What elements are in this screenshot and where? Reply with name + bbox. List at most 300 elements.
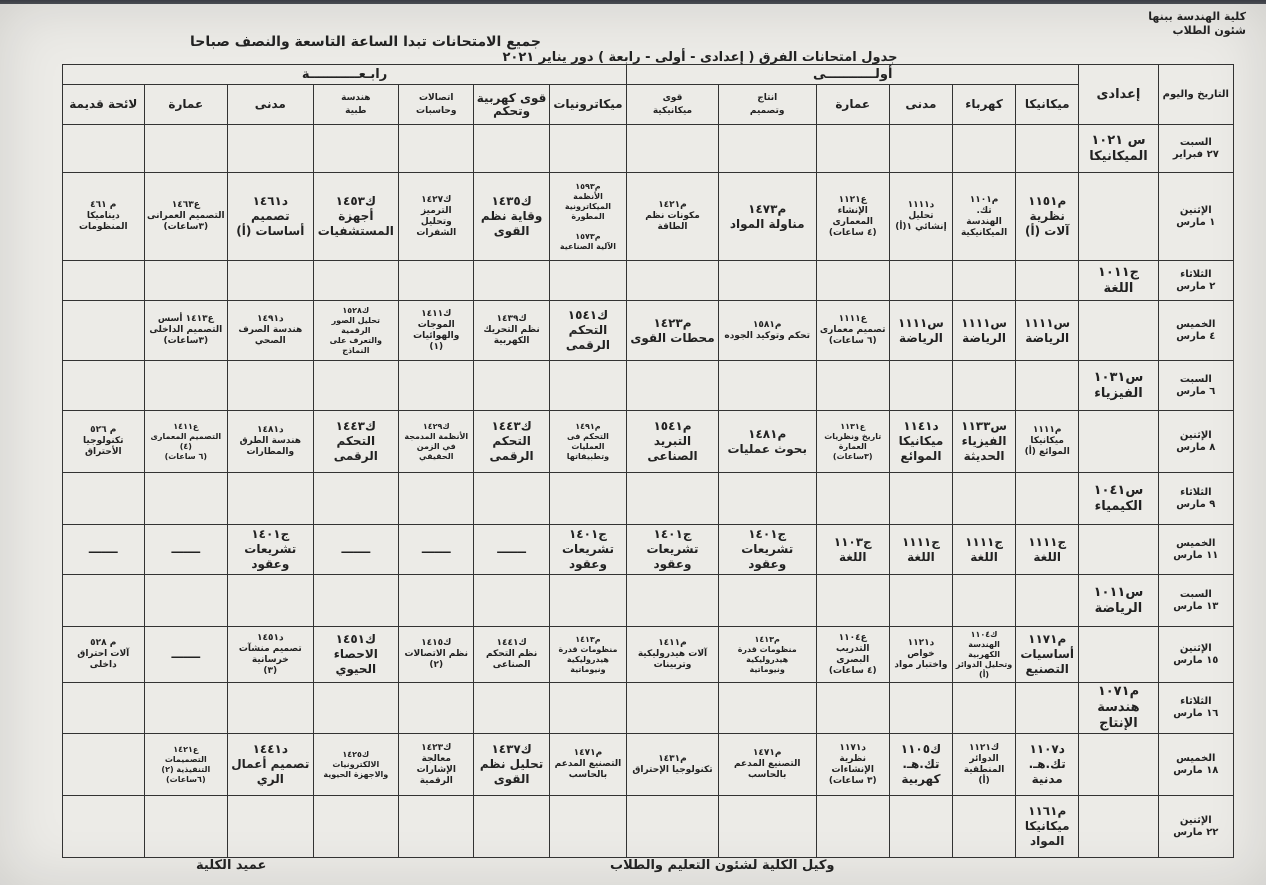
exam-cell xyxy=(816,525,889,575)
exam-cell xyxy=(144,173,227,261)
exam-cell xyxy=(474,796,549,858)
date-label: الإثنين ٨ مارس xyxy=(1176,429,1216,453)
date-cell xyxy=(1158,125,1233,173)
exam-cell xyxy=(399,125,474,173)
exam-label: م ٤٦١ ديناميكا المنظومات xyxy=(78,200,128,232)
exam-cell xyxy=(816,361,889,411)
exam-label: ج١١١١ اللغة xyxy=(1028,534,1067,564)
exam-label: ج١٤٠١ تشريعات وعقود xyxy=(561,527,614,571)
dean-signature-label: عميد الكلية xyxy=(196,858,267,873)
exam-label: س١١١١ الرياضة xyxy=(961,315,1007,345)
exam-cell xyxy=(953,261,1016,301)
exam-label: ك١٥٢٨ تحليل الصور الرقمية والتعرف على النماذج xyxy=(329,305,383,355)
exam-label: ك١١٠٥ تك.هـ. كهربية xyxy=(900,742,942,786)
exam-cell xyxy=(889,575,952,627)
table-row xyxy=(63,261,1234,301)
exam-cell xyxy=(627,261,719,301)
exam-label: ج١١٠٣ اللغة xyxy=(833,534,872,564)
exam-cell xyxy=(313,683,399,734)
exam-cell xyxy=(399,683,474,734)
exam-cell xyxy=(627,575,719,627)
exam-cell xyxy=(474,525,549,575)
exam-cell xyxy=(228,683,314,734)
exam-cell xyxy=(1016,575,1079,627)
exam-cell xyxy=(549,734,626,796)
exam-cell xyxy=(1016,411,1079,473)
exam-cell xyxy=(474,473,549,525)
exam-cell xyxy=(228,575,314,627)
date-cell xyxy=(1158,361,1233,411)
schedule-title: جدول امتحانات الفرق ( إعدادى - أولى - رابعة ) دور يناير ٢٠٢١ xyxy=(502,50,898,65)
exam-cell xyxy=(228,796,314,858)
exam-cell xyxy=(718,627,816,683)
exam-cell xyxy=(889,261,952,301)
exam-label: م١٥٤١ التبريد الصناعى xyxy=(647,419,698,463)
exam-cell xyxy=(953,796,1016,858)
dept-header-label: مدنى xyxy=(254,97,286,111)
exam-cell xyxy=(889,361,952,411)
vice-dean-signature-label: وكيل الكلية لشئون التعليم والطلاب xyxy=(610,858,835,873)
exam-cell xyxy=(144,301,227,361)
exam-cell xyxy=(718,683,816,734)
dept-header-label: هندسة طبية xyxy=(341,92,371,116)
dept-header xyxy=(399,85,474,125)
exam-label: م١٤٩١ التحكم فى العمليات وتطبيقاتها xyxy=(566,421,610,461)
exam-cell xyxy=(144,796,227,858)
exam-cell xyxy=(627,411,719,473)
exam-label: د١٤٦١ تصميم أساسات (أ) xyxy=(236,194,305,238)
exam-cell xyxy=(1016,627,1079,683)
exam-label: ع١١١١ تصميم معمارى (٦ ساعات) xyxy=(819,314,886,346)
exam-cell xyxy=(313,411,399,473)
exam-cell xyxy=(63,796,145,858)
prep-exam-cell xyxy=(1079,173,1158,261)
date-label: الإثنين ١ مارس xyxy=(1176,204,1216,228)
exam-cell xyxy=(63,627,145,683)
exam-cell xyxy=(627,683,719,734)
exam-cell xyxy=(228,411,314,473)
exam-label: م١٤٧٣ مناولة المواد xyxy=(729,201,805,231)
exam-cell xyxy=(1016,683,1079,734)
exam-cell xyxy=(816,796,889,858)
exam-cell xyxy=(228,173,314,261)
exam-label: ك١٤٤١ نظم التحكم الصناعى xyxy=(485,638,538,670)
exam-label: ك١١٠٤ الهندسة الكهربية وتحليل الدوائر (أ) xyxy=(955,629,1013,679)
exam-cell xyxy=(144,411,227,473)
exam-label: ـــــــ xyxy=(88,542,118,556)
exam-cell xyxy=(313,796,399,858)
exam-label: د١١٠٧ تك.هـ. مدنية xyxy=(1028,742,1066,786)
dept-header-label: اتصالات وحاسبات xyxy=(416,92,457,116)
exam-cell xyxy=(816,575,889,627)
exam-label: ع١١٢١ الإنشاء المعمارى (٤ ساعات) xyxy=(828,194,877,238)
dept-header xyxy=(474,85,549,125)
college-name: كلية الهندسة ببنها xyxy=(1148,10,1246,23)
dept-header-label: قوى ميكانيكية xyxy=(652,92,693,116)
exam-cell xyxy=(816,173,889,261)
exam-cell xyxy=(63,301,145,361)
exam-label: م١١٦١ ميكانيكا المواد xyxy=(1024,804,1070,848)
exam-cell xyxy=(313,525,399,575)
exam-cell xyxy=(474,575,549,627)
exam-cell xyxy=(889,173,952,261)
prep-exam-label: ج١٠١١ اللغة xyxy=(1097,264,1140,296)
exam-cell xyxy=(313,301,399,361)
exam-label: ـــــــ xyxy=(421,542,451,556)
exam-cell xyxy=(228,734,314,796)
dept-header-label: عمارة xyxy=(168,97,204,111)
exam-cell xyxy=(474,173,549,261)
dept-header-label: لائحة قديمة xyxy=(69,97,138,111)
exam-label: م١٤٧١ التصنيع المدعم بالحاسب xyxy=(733,748,801,780)
prep-exam-label: س١٠٤١ الكيمياء xyxy=(1093,482,1144,514)
table-row xyxy=(63,575,1234,627)
dept-header xyxy=(63,85,145,125)
dept-header-label: عمارة xyxy=(835,97,871,111)
exam-cell xyxy=(816,683,889,734)
date-label: السبت ٢٧ فبراير xyxy=(1172,136,1219,160)
exam-label: د١٤٨١ هندسة الطرق والمطارات xyxy=(239,425,302,457)
exam-cell xyxy=(549,473,626,525)
exam-cell xyxy=(144,627,227,683)
prep-exam-cell xyxy=(1079,125,1158,173)
exam-cell xyxy=(228,125,314,173)
exam-label: م١٤٢١ مكونات نظم الطاقة xyxy=(645,200,700,232)
exam-cell xyxy=(63,683,145,734)
table-row xyxy=(63,796,1234,858)
exam-cell xyxy=(718,173,816,261)
exam-cell xyxy=(63,411,145,473)
dept-header-label: مدنى xyxy=(905,97,937,111)
table-row xyxy=(63,361,1234,411)
date-cell xyxy=(1158,683,1233,734)
exam-cell xyxy=(1016,125,1079,173)
exam-label: ع١٤٢١ التصميمات التنفيذية (٢) (٦ساعات) xyxy=(161,744,211,784)
date-label: السبت ١٣ مارس xyxy=(1173,588,1219,612)
dept-header xyxy=(953,85,1016,125)
exam-cell xyxy=(549,627,626,683)
exam-cell xyxy=(627,125,719,173)
exam-cell xyxy=(63,125,145,173)
dept-header-label: ميكانيكا xyxy=(1024,97,1070,111)
exam-label: ك١٤١٥ نظم الاتصالات (٢) xyxy=(404,638,468,670)
exam-label: د١٤٩١ هندسة الصرف الصحي xyxy=(238,314,303,346)
exam-cell xyxy=(549,411,626,473)
exam-cell xyxy=(399,361,474,411)
exam-cell xyxy=(63,261,145,301)
exam-label: ك١٤٢٣ معالجة الإشارات الرقمية xyxy=(416,742,456,786)
exam-label: ك١٤٢٧ الترميز وتحليل الشفرات xyxy=(416,194,457,238)
exam-cell xyxy=(718,361,816,411)
date-cell xyxy=(1158,301,1233,361)
exam-cell xyxy=(889,796,952,858)
dept-header xyxy=(816,85,889,125)
exam-label: ـــــــ xyxy=(341,542,371,556)
exam-cell xyxy=(889,683,952,734)
exam-cell xyxy=(816,627,889,683)
dept-header-label: انتاج وتصميم xyxy=(749,92,785,116)
exam-label: م ٥٢٦ تكنولوجيا الأحتراق xyxy=(83,425,124,457)
date-cell xyxy=(1158,411,1233,473)
exam-cell xyxy=(144,473,227,525)
exam-cell xyxy=(953,525,1016,575)
exam-cell xyxy=(816,734,889,796)
exam-cell xyxy=(549,125,626,173)
date-label: الثلاثاء ١٦ مارس xyxy=(1173,696,1219,719)
exam-cell xyxy=(953,173,1016,261)
exam-label: ك١٤٢٩ الأنظمة المدمجة في الزمن الحقيقي xyxy=(404,421,469,461)
exam-cell xyxy=(627,796,719,858)
prep-exam-label: م١٠٧١ هندسة الإنتاج xyxy=(1097,684,1140,731)
exam-cell xyxy=(549,796,626,858)
table-dept-header-row xyxy=(63,85,1234,125)
exam-label: ك١٥٤١ التحكم الرقمى xyxy=(565,308,611,352)
dept-header xyxy=(889,85,952,125)
exam-cell xyxy=(399,411,474,473)
exam-cell xyxy=(144,125,227,173)
exam-cell xyxy=(889,627,952,683)
table-row xyxy=(63,173,1234,261)
exam-cell xyxy=(718,473,816,525)
exam-cell xyxy=(549,261,626,301)
dept-header xyxy=(718,85,816,125)
date-cell xyxy=(1158,473,1233,525)
exam-label: م ٥٢٨ آلات احتراق داخلى xyxy=(77,638,130,670)
exam-cell xyxy=(313,125,399,173)
dept-header-label: قوى كهربية وتحكم xyxy=(476,90,547,118)
prep-exam-cell xyxy=(1079,361,1158,411)
exam-label: م١٤٣١ تكنولوجيا الإحتراق xyxy=(632,753,713,775)
prep-exam-label: س ١٠٢١ الميكانيكا xyxy=(1089,132,1148,164)
exam-cell xyxy=(953,301,1016,361)
date-label: الخميس ١٨ مارس xyxy=(1173,752,1219,776)
exam-label: ك١٤٣٥ وقاية نظم القوى xyxy=(480,194,543,238)
exam-cell xyxy=(228,627,314,683)
exam-cell xyxy=(474,411,549,473)
exam-cell xyxy=(399,627,474,683)
exam-cell xyxy=(399,575,474,627)
date-label: الإثنين ١٥ مارس xyxy=(1173,642,1219,666)
exam-cell xyxy=(953,473,1016,525)
exam-cell xyxy=(953,361,1016,411)
table-row xyxy=(63,627,1234,683)
date-cell xyxy=(1158,575,1233,627)
exam-cell xyxy=(718,796,816,858)
group-first-header: أولـــــــــــى xyxy=(627,65,1079,85)
exam-cell xyxy=(718,301,816,361)
date-label: الخميس ١١ مارس xyxy=(1173,537,1219,561)
prep-exam-label: س١٠٣١ الفيزياء xyxy=(1093,369,1144,401)
exam-label: م١٤١٣ منظومات قدرة هيدروليكية ونيوماتية xyxy=(558,634,618,674)
prep-header: إعدادى xyxy=(1079,65,1158,125)
exam-label: ج١٤٠١ تشريعات وعقود xyxy=(244,527,297,571)
exam-cell xyxy=(313,734,399,796)
exam-cell xyxy=(549,173,626,261)
exam-cell xyxy=(399,261,474,301)
table-row xyxy=(63,734,1234,796)
exam-label: م١٥٨١ تحكم وتوكيد الجوده xyxy=(724,319,811,341)
prep-exam-label: س١٠١١ الرياضة xyxy=(1093,584,1144,616)
exam-cell xyxy=(63,575,145,627)
date-cell xyxy=(1158,261,1233,301)
exam-label: ع١٤١١ التصميم المعمارى (٤) (٦ ساعات) xyxy=(150,421,222,461)
exam-cell xyxy=(627,301,719,361)
exam-cell xyxy=(953,125,1016,173)
exam-cell xyxy=(953,734,1016,796)
exam-cell xyxy=(63,734,145,796)
table-row xyxy=(63,473,1234,525)
date-cell xyxy=(1158,627,1233,683)
exam-label: د١١٢١ خواص واختبار مواد xyxy=(894,638,948,670)
date-label: الثلاثاء ٢ مارس xyxy=(1176,268,1216,292)
dept-header xyxy=(1016,85,1079,125)
prep-exam-cell xyxy=(1079,525,1158,575)
exam-cell xyxy=(816,473,889,525)
exam-cell xyxy=(399,796,474,858)
exam-cell xyxy=(1016,261,1079,301)
table-group-header-row xyxy=(63,65,1234,85)
exam-cell xyxy=(228,261,314,301)
prep-exam-cell xyxy=(1079,301,1158,361)
exam-cell xyxy=(627,525,719,575)
exam-label: م١٥٩٣ الأنظمة الميكاترونية المطورة م١٥٧٣ الآلية الصناعية xyxy=(559,181,616,251)
exam-cell xyxy=(953,627,1016,683)
exam-cell xyxy=(228,473,314,525)
exam-cell xyxy=(399,173,474,261)
exam-label: ك١٤٤٣ التحكم الرقمى xyxy=(333,419,378,463)
exam-cell xyxy=(63,361,145,411)
exam-cell xyxy=(1016,301,1079,361)
exam-cell xyxy=(627,361,719,411)
exam-cell xyxy=(1016,361,1079,411)
department-name: شئون الطلاب xyxy=(1172,24,1246,37)
exam-cell xyxy=(313,361,399,411)
exam-cell xyxy=(718,734,816,796)
prep-exam-cell xyxy=(1079,683,1158,734)
exam-label: ك١٤٣٧ تحليل نظم القوى xyxy=(479,742,544,786)
exam-label: ج١١١١ اللغة xyxy=(965,534,1004,564)
dept-header xyxy=(549,85,626,125)
exam-label: ك١٤٢٥ الالكترونيات والاجهزة الحيوية xyxy=(323,749,389,779)
exam-cell xyxy=(313,473,399,525)
dept-header xyxy=(228,85,314,125)
date-label: الثلاثاء ٩ مارس xyxy=(1176,486,1216,510)
exam-cell xyxy=(228,525,314,575)
prep-exam-cell xyxy=(1079,796,1158,858)
college-header xyxy=(1148,10,1246,38)
exam-cell xyxy=(144,734,227,796)
prep-exam-cell xyxy=(1079,261,1158,301)
exam-cell xyxy=(889,525,952,575)
exam-cell xyxy=(144,261,227,301)
exam-label: ك١٤٥٣ أجهزة المستشفيات xyxy=(317,194,394,238)
prep-exam-cell xyxy=(1079,734,1158,796)
exam-cell xyxy=(144,683,227,734)
exam-cell xyxy=(816,411,889,473)
exam-cell xyxy=(474,627,549,683)
exam-cell xyxy=(474,261,549,301)
exam-label: ع١١٠٤ التدريب البصرى (٤ ساعات) xyxy=(828,632,877,676)
exam-cell xyxy=(549,361,626,411)
exam-cell xyxy=(953,411,1016,473)
exam-cell xyxy=(228,361,314,411)
exam-cell xyxy=(549,301,626,361)
prep-exam-cell xyxy=(1079,627,1158,683)
exam-cell xyxy=(1016,525,1079,575)
exam-label: ـــــــ xyxy=(497,542,526,556)
exam-cell xyxy=(63,473,145,525)
exam-cell xyxy=(718,261,816,301)
date-cell xyxy=(1158,173,1233,261)
exam-cell xyxy=(889,473,952,525)
exam-label: ع١١٣١ تاريخ ونظريات العمارة (٣ساعات) xyxy=(824,421,882,461)
exam-cell xyxy=(627,173,719,261)
exam-cell xyxy=(399,473,474,525)
exam-cell xyxy=(1016,796,1079,858)
exam-cell xyxy=(627,627,719,683)
exam-label: ع١٤١٣ أسس التصميم الداخلى (٣ساعات) xyxy=(149,314,223,346)
exam-cell xyxy=(474,301,549,361)
table-row xyxy=(63,683,1234,734)
exam-cell xyxy=(718,525,816,575)
exam-cell xyxy=(549,525,626,575)
exam-cell xyxy=(627,734,719,796)
exam-label: م١٤٢٣ محطات القوى xyxy=(630,315,715,345)
exam-cell xyxy=(399,734,474,796)
exam-cell xyxy=(718,411,816,473)
exam-cell xyxy=(1016,734,1079,796)
exam-cell xyxy=(144,361,227,411)
exam-cell xyxy=(313,627,399,683)
exam-cell xyxy=(313,173,399,261)
exam-label: ك١١٢١ الدوائر المنطقية (أ) xyxy=(963,742,1005,786)
date-cell xyxy=(1158,734,1233,796)
exam-cell xyxy=(816,261,889,301)
exam-label: م١١٧١ أساسيات التصنيع xyxy=(1020,632,1075,676)
exam-label: د١١٤١ ميكانيكا الموائع xyxy=(898,419,944,463)
exam-cell xyxy=(313,575,399,627)
exam-label: س١١٣٣ الفيزياء الحديثة xyxy=(961,419,1007,463)
corner-header: التاريخ واليوم xyxy=(1158,65,1233,125)
exam-cell xyxy=(889,734,952,796)
exam-label: د١٤٥١ تصميم منشآت خرسانية (٣) xyxy=(238,632,302,676)
dept-header xyxy=(313,85,399,125)
exam-label: س١١١١ الرياضة xyxy=(898,315,944,345)
exam-label: م١٤٨١ بحوث عمليات xyxy=(727,426,807,456)
exam-cell xyxy=(399,301,474,361)
group-fourth-header: رابـعـــــــــــة xyxy=(63,65,627,85)
exam-cell xyxy=(889,301,952,361)
exam-cell xyxy=(816,125,889,173)
date-cell xyxy=(1158,796,1233,858)
exam-cell xyxy=(144,575,227,627)
exam-cell xyxy=(474,361,549,411)
exam-label: د١١١١ تحليل إنشائي ١(أ) xyxy=(895,200,947,232)
exam-cell xyxy=(228,301,314,361)
exam-label: د١١٧١ نظرية الإنشاءات (٣ ساعات) xyxy=(828,742,877,786)
date-label: السبت ٦ مارس xyxy=(1176,373,1216,397)
exam-cell xyxy=(627,473,719,525)
exam-cell xyxy=(718,125,816,173)
exam-cell xyxy=(144,525,227,575)
exam-label: ج١٤٠١ تشريعات وعقود xyxy=(741,527,794,571)
table-row xyxy=(63,301,1234,361)
prep-exam-cell xyxy=(1079,575,1158,627)
exam-label: م١١٥١ نظرية آلات (أ) xyxy=(1025,194,1070,238)
table-row xyxy=(63,525,1234,575)
exam-label: م١١١١ ميكانيكا الموائع (أ) xyxy=(1024,425,1070,457)
exam-cell xyxy=(889,125,952,173)
